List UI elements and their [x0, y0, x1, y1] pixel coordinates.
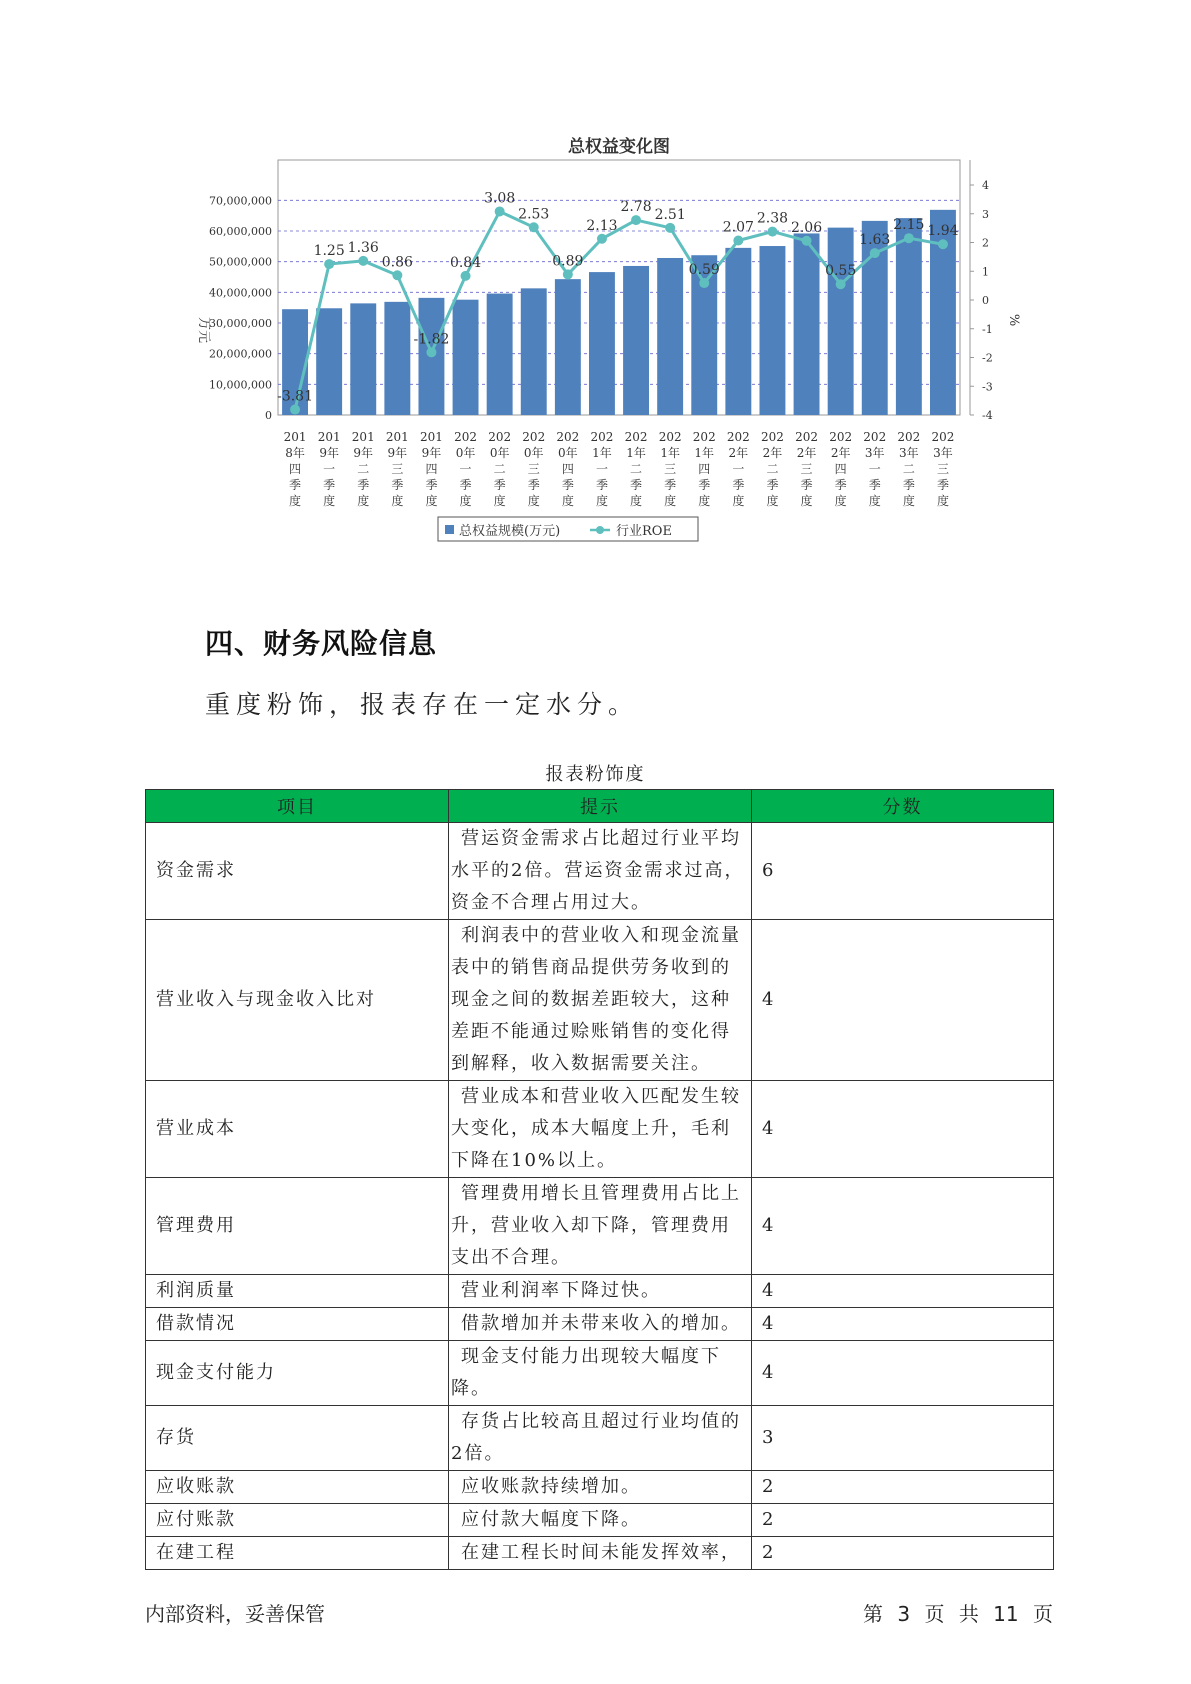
- x-tick-label: 季: [425, 478, 438, 492]
- row-item: 现金支付能力: [146, 1341, 449, 1406]
- y-tick-label: 70,000,000: [209, 194, 272, 208]
- row-item: 营业成本: [146, 1081, 449, 1178]
- roe-data-label: 2.07: [722, 219, 754, 236]
- y2-axis-label: %: [1006, 313, 1021, 327]
- y-tick-label: 20,000,000: [209, 347, 272, 361]
- roe-data-label: 2.15: [893, 217, 925, 234]
- row-item: 应收账款: [146, 1471, 449, 1504]
- x-tick-label: 度: [323, 494, 336, 508]
- roe-point: [324, 259, 334, 269]
- x-tick-label: 四: [425, 462, 438, 476]
- row-item: 借款情况: [146, 1308, 449, 1341]
- roe-point: [358, 256, 368, 266]
- bar: [657, 258, 683, 415]
- x-tick-label: 度: [595, 494, 608, 508]
- x-tick-label: 二: [493, 462, 506, 476]
- table-caption: 报表粉饰度: [545, 764, 646, 785]
- x-tick-label: 季: [936, 478, 949, 492]
- roe-point: [802, 236, 812, 246]
- x-tick-label: 201: [419, 430, 443, 444]
- row-score: 3: [752, 1406, 1054, 1471]
- x-tick-label: 0年: [489, 446, 510, 460]
- table-row: [146, 1081, 1054, 1178]
- x-tick-label: 202: [760, 430, 784, 444]
- x-tick-label: 202: [624, 430, 648, 444]
- footer-page-number: 第 3 页 共 11 页: [863, 1602, 1053, 1626]
- bar: [487, 294, 513, 415]
- x-tick-label: 季: [527, 478, 540, 492]
- bar: [623, 266, 649, 415]
- bar: [521, 288, 547, 415]
- roe-point: [938, 239, 948, 249]
- x-tick-label: 202: [488, 430, 512, 444]
- x-tick-label: 1年: [626, 446, 646, 460]
- row-score: 4: [752, 1275, 1054, 1308]
- x-tick-label: 0年: [558, 446, 578, 460]
- row-item: 存货: [146, 1406, 449, 1471]
- x-tick-label: 季: [459, 478, 472, 492]
- row-score: 2: [752, 1537, 1054, 1570]
- section-heading: 四、财务风险信息: [205, 627, 438, 660]
- row-hint: 利润表中的营业收入和现金流量表中的销售商品提供劳务收到的现金之间的数据差距较大，这种差距不能通过赊账销售的变化得到解释，收入数据需要关注。: [449, 920, 752, 1081]
- x-tick-label: 202: [590, 430, 614, 444]
- x-tick-label: 四: [289, 462, 302, 476]
- roe-point: [290, 405, 300, 415]
- bar: [896, 218, 922, 415]
- x-tick-label: 度: [868, 494, 881, 508]
- x-tick-label: 201: [317, 430, 341, 444]
- row-hint: 营业利润率下降过快。: [449, 1275, 752, 1308]
- x-tick-label: 9年: [353, 446, 374, 460]
- x-tick-label: 季: [902, 478, 915, 492]
- table-body: [146, 823, 1054, 1570]
- x-tick-label: 季: [595, 478, 608, 492]
- row-item: 营业收入与现金收入比对: [146, 920, 449, 1081]
- x-tick-label: 202: [931, 430, 955, 444]
- x-tick-label: 201: [351, 430, 375, 444]
- x-tick-label: 0年: [523, 446, 544, 460]
- y-axis-label: 万元: [196, 316, 211, 344]
- x-tick-label: 9年: [387, 446, 408, 460]
- x-tick-label: 202: [692, 430, 716, 444]
- row-score: 2: [752, 1471, 1054, 1504]
- x-tick-label: 三: [800, 462, 813, 476]
- roe-data-label: 2.06: [790, 219, 823, 236]
- roe-data-label: 2.53: [518, 206, 550, 223]
- x-tick-label: 度: [732, 494, 745, 508]
- roe-data-label: 0.84: [449, 254, 482, 271]
- table-row: [146, 1275, 1054, 1308]
- x-tick-label: 二: [766, 462, 779, 476]
- y2-tick-label: 0: [982, 294, 989, 307]
- x-tick-label: 一: [732, 462, 745, 476]
- roe-data-label: 2.38: [756, 210, 789, 227]
- legend-line-marker: [596, 526, 604, 534]
- x-tick-label: 1年: [660, 446, 680, 460]
- roe-point: [495, 206, 505, 216]
- x-tick-label: 202: [863, 430, 887, 444]
- x-tick-label: 度: [289, 494, 302, 508]
- x-tick-label: 二: [357, 462, 370, 476]
- x-tick-label: 度: [391, 494, 404, 508]
- x-tick-label: 度: [527, 494, 540, 508]
- x-tick-label: 四: [561, 462, 574, 476]
- x-tick-label: 度: [766, 494, 779, 508]
- x-tick-label: 3年: [899, 446, 919, 460]
- x-tick-label: 度: [698, 494, 711, 508]
- x-tick-label: 二: [630, 462, 643, 476]
- table-row: [146, 1471, 1054, 1504]
- roe-data-label: 1.63: [859, 232, 891, 249]
- roe-data-label: 3.08: [484, 190, 516, 207]
- header-score: 分数: [752, 790, 1054, 823]
- x-tick-label: 季: [630, 478, 643, 492]
- x-tick-label: 201: [283, 430, 307, 444]
- roe-point: [767, 227, 777, 237]
- x-tick-label: 季: [732, 478, 745, 492]
- y-tick-label: 40,000,000: [209, 286, 272, 300]
- x-tick-label: 季: [698, 478, 711, 492]
- x-tick-label: 季: [391, 478, 404, 492]
- roe-data-label: 0.59: [688, 262, 720, 279]
- x-tick-label: 度: [561, 494, 574, 508]
- x-tick-label: 202: [658, 430, 682, 444]
- roe-point: [733, 235, 743, 245]
- plot-frame: [278, 160, 960, 415]
- row-hint: 应收账款持续增加。: [449, 1471, 752, 1504]
- roe-point: [699, 278, 709, 288]
- x-tick-label: 季: [868, 478, 881, 492]
- y-tick-label: 30,000,000: [209, 317, 272, 330]
- x-tick-label: 二: [902, 462, 915, 476]
- row-score: 4: [752, 1081, 1054, 1178]
- row-hint: 营运资金需求占比超过行业平均水平的2倍。营运资金需求过高，资金不合理占用过大。: [449, 823, 752, 920]
- roe-point: [529, 222, 539, 232]
- bar: [725, 248, 751, 415]
- x-tick-label: 202: [897, 430, 921, 444]
- x-tick-label: 季: [561, 478, 574, 492]
- x-tick-label: 202: [795, 430, 819, 444]
- y2-tick-label: -2: [982, 351, 993, 365]
- row-hint: 应付款大幅度下降。: [449, 1504, 752, 1537]
- x-tick-label: 9年: [421, 446, 442, 460]
- y-tick-label: 0: [265, 409, 272, 422]
- roe-data-label: 1.25: [313, 243, 345, 260]
- footer-confidential: 内部资料，妥善保管: [145, 1602, 325, 1626]
- x-tick-label: 一: [323, 462, 336, 476]
- row-hint: 营业成本和营业收入匹配发生较大变化，成本大幅度上升，毛利下降在10%以上。: [449, 1081, 752, 1178]
- row-hint: 存货占比较高且超过行业均值的2倍。: [449, 1406, 752, 1471]
- x-tick-label: 3年: [933, 446, 953, 460]
- x-tick-label: 度: [902, 494, 915, 508]
- risk-table: [145, 789, 1054, 1570]
- x-tick-label: 2年: [830, 446, 851, 460]
- y-tick-label: 50,000,000: [209, 255, 272, 269]
- bar: [453, 300, 479, 415]
- bar: [350, 303, 376, 415]
- x-tick-label: 202: [454, 430, 478, 444]
- row-score: 4: [752, 920, 1054, 1081]
- header-hint: 提示: [449, 790, 752, 823]
- roe-data-label: 2.51: [654, 206, 686, 223]
- x-tick-label: 度: [936, 494, 949, 508]
- x-tick-label: 202: [726, 430, 750, 444]
- x-tick-label: 1年: [694, 446, 715, 460]
- row-hint: 管理费用增长且管理费用占比上升，营业收入却下降，管理费用支出不合理。: [449, 1178, 752, 1275]
- legend-bar-label: 总权益规模(万元): [459, 524, 561, 539]
- bar: [316, 308, 342, 415]
- x-tick-label: 201: [385, 430, 409, 444]
- y-tick-label: 10,000,000: [209, 378, 272, 392]
- y2-tick-label: 4: [982, 179, 989, 192]
- roe-point: [836, 279, 846, 289]
- x-tick-label: 度: [425, 494, 438, 508]
- bar: [759, 246, 785, 415]
- x-tick-label: 2年: [762, 446, 783, 460]
- row-hint: 在建工程长时间未能发挥效率，: [449, 1537, 752, 1570]
- x-tick-label: 度: [357, 494, 370, 508]
- x-tick-label: 季: [357, 478, 370, 492]
- row-score: 2: [752, 1504, 1054, 1537]
- y2-tick-label: -4: [982, 409, 993, 422]
- roe-data-label: -3.81: [277, 388, 314, 405]
- x-tick-label: 度: [834, 494, 847, 508]
- bar: [828, 228, 854, 415]
- chart-svg: [170, 130, 1050, 600]
- roe-point: [461, 271, 471, 281]
- row-item: 资金需求: [146, 823, 449, 920]
- x-tick-label: 三: [936, 462, 949, 476]
- table-row: [146, 1504, 1054, 1537]
- x-tick-label: 四: [834, 462, 847, 476]
- roe-data-label: 1.94: [927, 223, 959, 240]
- row-score: 6: [752, 823, 1054, 920]
- y2-tick-label: 3: [982, 207, 989, 221]
- header-item: 项目: [146, 790, 449, 823]
- x-tick-label: 1年: [592, 446, 612, 460]
- x-tick-label: 三: [391, 462, 404, 476]
- legend-bar-swatch: [445, 525, 454, 534]
- roe-data-label: 2.13: [586, 217, 618, 234]
- table-row: [146, 823, 1054, 920]
- row-score: 4: [752, 1308, 1054, 1341]
- x-tick-label: 一: [868, 462, 881, 476]
- row-item: 应付账款: [146, 1504, 449, 1537]
- x-tick-label: 三: [527, 462, 540, 476]
- roe-data-label: 0.89: [552, 253, 584, 270]
- bar: [794, 233, 820, 415]
- x-tick-label: 季: [834, 478, 847, 492]
- roe-data-label: -1.82: [413, 331, 450, 348]
- section-lead-text: 重度粉饰，报表存在一定水分。: [205, 690, 640, 719]
- table-row: [146, 1178, 1054, 1275]
- row-hint: 现金支付能力出现较大幅度下降。: [449, 1341, 752, 1406]
- x-tick-label: 8年: [285, 446, 305, 460]
- row-item: 利润质量: [146, 1275, 449, 1308]
- row-item: 管理费用: [146, 1178, 449, 1275]
- legend-line-label: 行业ROE: [616, 524, 672, 539]
- x-tick-label: 季: [323, 478, 336, 492]
- y2-tick-label: -1: [982, 322, 993, 336]
- x-tick-label: 季: [800, 478, 813, 492]
- x-tick-label: 度: [800, 494, 813, 508]
- x-tick-label: 度: [630, 494, 643, 508]
- roe-data-label: 0.55: [825, 263, 857, 280]
- x-tick-label: 3年: [864, 446, 885, 460]
- roe-point: [426, 347, 436, 357]
- row-item: 在建工程: [146, 1537, 449, 1570]
- x-tick-label: 一: [459, 462, 472, 476]
- table-row: [146, 1406, 1054, 1471]
- x-tick-label: 9年: [319, 446, 339, 460]
- bar: [384, 302, 410, 415]
- x-tick-label: 2年: [796, 446, 817, 460]
- x-tick-label: 一: [595, 462, 608, 476]
- x-tick-label: 季: [493, 478, 506, 492]
- roe-point: [631, 215, 641, 225]
- roe-point: [392, 270, 402, 280]
- table-row: [146, 920, 1054, 1081]
- y2-tick-label: -3: [982, 380, 993, 394]
- roe-data-label: 1.36: [347, 239, 379, 256]
- y2-tick-label: 1: [982, 265, 989, 279]
- roe-point: [563, 269, 573, 279]
- x-tick-label: 季: [664, 478, 677, 492]
- x-tick-label: 202: [829, 430, 853, 444]
- table-header-row: [146, 790, 1054, 823]
- roe-point: [870, 248, 880, 258]
- x-tick-label: 季: [289, 478, 302, 492]
- roe-point: [597, 234, 607, 244]
- x-tick-label: 四: [698, 462, 711, 476]
- table-row: [146, 1308, 1054, 1341]
- x-tick-label: 度: [459, 494, 472, 508]
- y-tick-label: 60,000,000: [209, 225, 272, 238]
- row-score: 4: [752, 1178, 1054, 1275]
- roe-data-label: 2.78: [620, 199, 652, 216]
- x-tick-label: 三: [664, 462, 677, 476]
- equity-change-chart: [170, 130, 1050, 600]
- roe-point: [904, 233, 914, 243]
- x-tick-label: 2年: [728, 446, 749, 460]
- chart-title: 总权益变化图: [568, 137, 670, 157]
- bar: [555, 279, 581, 415]
- x-tick-label: 202: [556, 430, 580, 444]
- roe-data-label: 0.86: [381, 254, 413, 271]
- x-tick-label: 202: [522, 430, 546, 444]
- roe-point: [665, 223, 675, 233]
- x-tick-label: 季: [766, 478, 779, 492]
- table-row: [146, 1341, 1054, 1406]
- x-tick-label: 0年: [455, 446, 476, 460]
- x-tick-label: 度: [493, 494, 506, 508]
- y2-tick-label: 2: [982, 236, 989, 250]
- bar: [589, 272, 615, 415]
- row-score: 4: [752, 1341, 1054, 1406]
- row-hint: 借款增加并未带来收入的增加。: [449, 1308, 752, 1341]
- table-row: [146, 1537, 1054, 1570]
- x-tick-label: 度: [664, 494, 677, 508]
